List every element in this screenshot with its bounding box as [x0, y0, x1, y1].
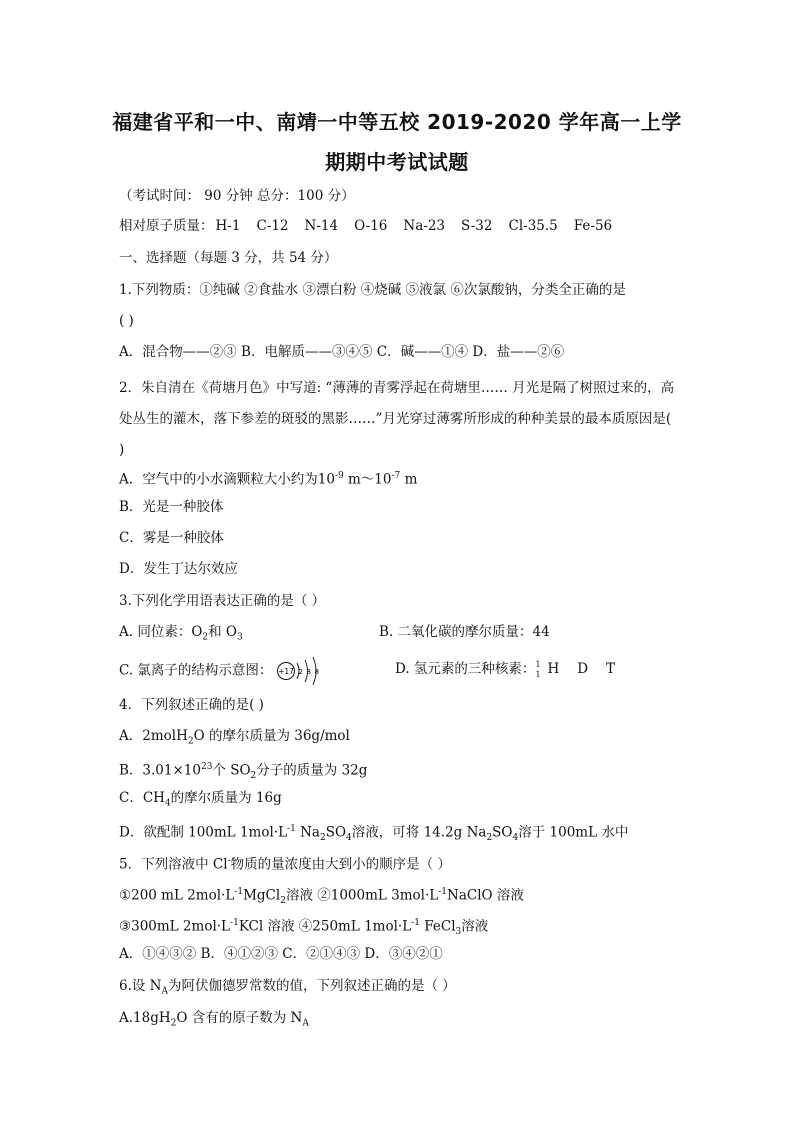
q4-stem: 4．下列叙述正确的是( )	[119, 697, 264, 713]
atomic-mass-item: C-12	[256, 218, 289, 234]
q5-solutions-line1: ①200 mL $2mol\cdot L^{-1}MgCl_2$溶液 ②1000mL $3mol\cdot L^{-1}NaClO$ 溶液	[119, 887, 524, 907]
ion-nucleus-label: +17	[278, 667, 295, 676]
q4-option-b: B．$3.01\times 10^{23}$个 $SO_2$分子的质量为 32g	[119, 762, 368, 782]
q2-stem: 2．朱自清在《荷塘月色》中写道: “薄薄的青雾浮起在荷塘里…… 月光是隔了树照过来的，高处丛生的灌木，落下参差的斑驳的黑影……”月光穿过薄雾所形成的种种美景的最本质原因是( )	[119, 380, 675, 458]
q5-solutions-line2: ③300mL $2mol\cdot L^{-1}KCl$ 溶液 ④250mL $1mol\cdot L^{-1}$ FeCl$_3$溶液	[119, 918, 489, 938]
q4-option-a: A．2molH$_2$O 的摩尔质量为 36g/mol	[119, 728, 350, 747]
atomic-mass-item: S-32	[461, 218, 493, 234]
ion-shell-label: 8	[314, 668, 320, 676]
q3-stem: 3.下列化学用语表达正确的是（ ）	[119, 593, 326, 609]
q1-stem-line2: ( )	[119, 313, 134, 329]
q2-option-a: A．空气中的小水滴颗粒大小约为$10^{-9}$ $m\sim 10^{-7}$ m	[119, 471, 418, 488]
q2-option-c: C．雾是一种胶体	[119, 530, 224, 546]
q1-options: A．混合物——②③ B．电解质——③④⑤ C．碱——①④ D．盐——②⑥	[119, 344, 565, 360]
q1-stem-line1: 1.下列物质：①纯碱 ②食盐水 ③漂白粉 ④烧碱 ⑤液氯 ⑥次氯酸钠，分类全正确的是	[119, 282, 626, 298]
exam-title-line2: 期期中考试试题	[325, 150, 469, 174]
q3-option-d: D. 氢元素的三种核素： 1 1 H D T	[395, 659, 616, 679]
exam-info: （考试时间： 90 分钟 总分：100 分）	[119, 188, 355, 204]
ion-shell-label: 8	[306, 668, 312, 676]
q4-option-d: D．欲配制 100mL $1mol\cdot L^{-1}$ $Na_2SO_4$溶液，可将 14.2g $Na_2SO_4$溶于 100mL 水中	[119, 824, 629, 844]
atomic-mass-item: Na-23	[403, 218, 445, 234]
atomic-mass-item: H-1	[215, 218, 241, 234]
q2-option-d: D．发生丁达尔效应	[119, 561, 238, 577]
q3-option-c: C. 氯离子的结构示意图： +17 2 8 8	[119, 656, 359, 686]
q6-option-a: $A.18gH_2O$ 含有的原子数为 $N_A$	[119, 1010, 309, 1029]
q2-option-b: B．光是一种胶体	[119, 499, 224, 515]
atomic-mass-item: N-14	[304, 218, 339, 234]
q5-options: A．①④③② B．④①②③ C．②①④③ D．③④②①	[119, 946, 443, 962]
exam-title-line1: 福建省平和一中、南靖一中等五校 2019-2020 学年高一上学	[112, 110, 682, 134]
atomic-mass-item: Fe-56	[573, 218, 613, 234]
hydrogen-isotope-notation: 1 1	[535, 659, 541, 679]
q5-stem: 5．下列溶液中 Cl-物质的量浓度由大到小的顺序是（ ）	[119, 856, 451, 873]
atomic-mass-line	[119, 216, 679, 236]
q6-stem: 6.设 $N_A$为阿伏伽德罗常数的值，下列叙述正确的是（ ）	[119, 978, 456, 997]
atomic-mass-label: 相对原子质量：	[119, 218, 214, 234]
ion-shell-label: 2	[298, 668, 304, 676]
q3-option-b: B. 二氧化碳的摩尔质量：44	[379, 624, 550, 640]
section-heading: 一、选择题（每题 3 分，共 54 分）	[119, 250, 338, 266]
chloride-ion-diagram	[276, 656, 328, 686]
q3-option-a: A. 同位素：$O_2$和 $O_3$	[119, 624, 243, 643]
atomic-mass-item: O-16	[354, 218, 388, 234]
atomic-mass-item: Cl-35.5	[508, 218, 558, 234]
q4-option-c: C．$CH_4$的摩尔质量为 16g	[119, 790, 282, 809]
